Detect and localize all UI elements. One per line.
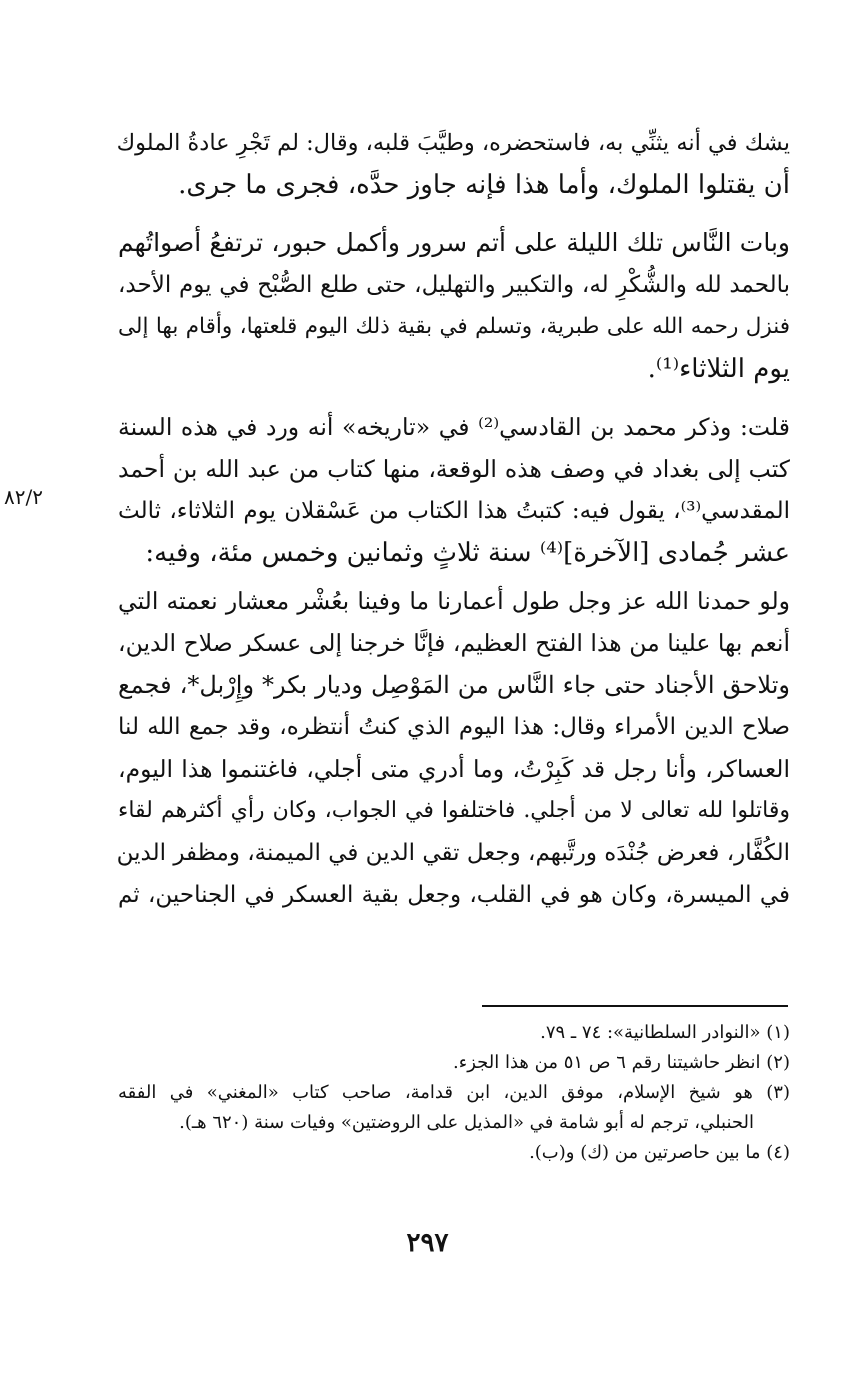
text-line: بالحمد لله والشُّكْرِ له، والتكبير والتهليل، حتى طلع الصُّبْح في يوم الأحد،	[118, 272, 790, 298]
text-line: صلاح الدين الأمراء وقال: هذا اليوم الذي كنتُ أنتظره، وقد جمع الله لنا	[118, 714, 790, 740]
footnote-1: (١) «النوادر السلطانية»: ٧٤ ـ ٧٩.	[540, 1022, 790, 1043]
footnote-2: (٢) انظر حاشيتنا رقم ٦ ص ٥١ من هذا الجزء.	[453, 1052, 790, 1073]
text-line: عشر جُمادى [الآخرة]⁽⁴⁾ سنة ثلاثٍ وثمانين وخمس مئة، وفيه:	[145, 538, 790, 568]
paragraph-1	[118, 122, 790, 206]
text-line: قلت: وذكر محمد بن القادسي⁽²⁾ في «تاريخه» أنه ورد في هذه السنة	[118, 413, 791, 441]
text-line: يوم الثلاثاء⁽¹⁾.	[647, 354, 790, 384]
paragraph-4	[118, 580, 790, 916]
text-line: وتلاحق الأجناد حتى جاء النَّاس من المَوْصِل وديار بكر* وإِرْبل*، فجمع	[118, 671, 790, 699]
footnote-separator	[482, 1005, 788, 1007]
paragraph-2	[118, 222, 790, 390]
text-line: العساكر، وأنا رجل قد كَبِرْتُ، وما أدري متى أجلي، فاغتنموا هذا اليوم،	[118, 755, 790, 783]
text-line: وقاتلوا لله تعالى لا من أجلي. فاختلفوا في الجواب، وكان رأي أكثرهم لقاء	[118, 798, 790, 823]
footnotes	[118, 1018, 790, 1168]
text-line: ولو حمدنا الله عز وجل طول أعمارنا ما وفينا بعُشْر معشار نعمته التي	[118, 587, 790, 615]
text-line: المقدسي⁽³⁾، يقول فيه: كتبتُ هذا الكتاب من عَسْقلان يوم الثلاثاء، ثالث	[118, 498, 790, 524]
text-line: فنزل رحمه الله على طبرية، وتسلم في بقية ذلك اليوم قلعتها، وأقام بها إلى	[118, 314, 790, 339]
text-line: وبات النَّاس تلك الليلة على أتم سرور وأكمل حبور، ترتفعُ أصواتُهم	[118, 228, 790, 257]
text-line: في الميسرة، وكان هو في القلب، وجعل بقية العسكر في الجناحين، ثم	[118, 882, 790, 908]
page-number: ٢٩٧	[406, 1228, 449, 1258]
text-line: أنعم بها علينا من هذا الفتح العظيم، فإنَّا خرجنا إلى عسكر صلاح الدين،	[118, 629, 790, 657]
footnote-3: (٣) هو شيخ الإسلام، موفق الدين، ابن قدامة، صاحب كتاب «المغني» في الفقه	[118, 1082, 790, 1103]
text-line: كتب إلى بغداد في وصف هذه الوقعة، منها كتاب من عبد الله بن أحمد	[118, 455, 790, 483]
footnote-4: (٤) ما بين حاصرتين من (ك) و(ب).	[529, 1142, 790, 1163]
footnote-3-continued: الحنبلي، ترجم له أبو شامة في «المذيل على الروضتين» وفيات سنة (٦٢٠ هـ).	[179, 1112, 754, 1133]
text-line: يشك في أنه يثنِّي به، فاستحضره، وطيَّبَ قلبه، وقال: لم تَجْرِ عادةُ الملوك	[116, 130, 790, 156]
margin-volume-page-reference: ٨٢/٢	[4, 485, 43, 509]
main-text	[118, 122, 790, 916]
paragraph-3	[118, 406, 790, 574]
text-line: أن يقتلوا الملوك، وأما هذا فإنه جاوز حدَّه، فجرى ما جرى.	[178, 170, 790, 200]
text-line: الكُفَّار، فعرض جُنْدَه ورتَّبهم، وجعل تقي الدين في الميمنة، ومظفر الدين	[116, 840, 790, 866]
